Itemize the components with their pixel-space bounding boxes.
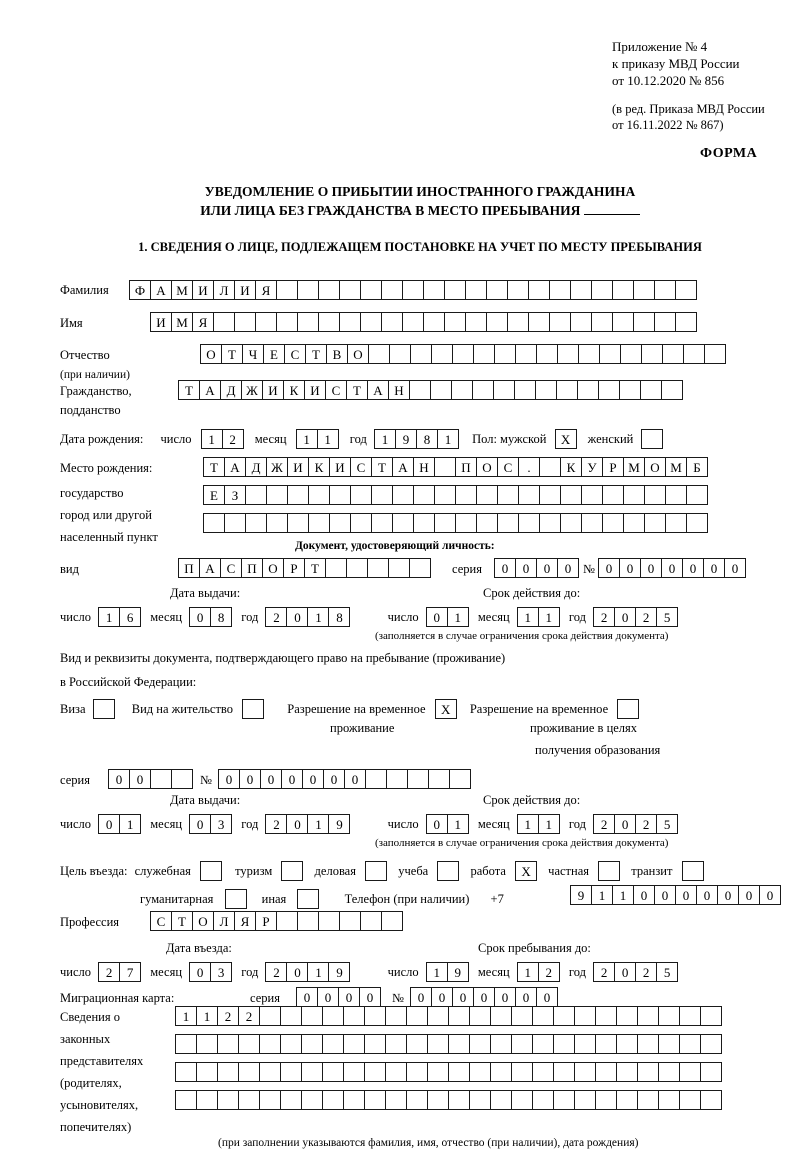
temp-residence-label: Разрешение на временное [287,701,426,716]
field-citizenship-label: Гражданство, [60,384,132,398]
issue-month-cells[interactable]: 0 8 [189,607,232,627]
stay-issue-heading: Дата выдачи: [170,793,241,807]
legal-reps-l2: законных [60,1032,111,1046]
stay-valid-heading: Срок действия до: [483,793,581,807]
sex-male-checkbox[interactable]: X [555,429,577,449]
stay-issue-month-cells[interactable]: 0 3 [189,814,232,834]
stay-series-label: серия [60,773,90,787]
valid-month-cells[interactable]: 1 1 [517,607,560,627]
purpose-option-1-label: туризм [235,863,273,878]
field-name-label: Имя [60,316,83,330]
entry-day-cells[interactable]: 2 7 [98,962,141,982]
id-doc-kind-label: вид [60,562,79,576]
stay-doc-line2: в Российской Федерации: [60,675,197,689]
stay-issue-day-label: число [60,816,92,831]
field-patronymic-cells[interactable]: О Т Ч Е С Т В О [200,344,725,364]
birthdate-month-label: месяц [254,431,287,446]
valid-day-label: число [387,609,419,624]
stay-issue-note: (заполняется в случае ограничения срока действия документа) [375,837,669,849]
field-patronymic-sublabel: (при наличии) [60,369,130,381]
stay-number-cells[interactable]: 0 0 0 0 0 0 0 [218,769,470,789]
field-birthplace-cells-row2[interactable]: Е З [203,485,707,505]
legal-reps-l4: (родителях, [60,1076,122,1090]
temp-residence-checkbox[interactable]: X [435,699,457,719]
header-line-5: от 16.11.2022 № 867) [612,118,724,132]
field-birthplace-sub1: государство [60,486,124,500]
stay-issue-month-label: месяц [150,816,183,831]
stay-issue-year-cells[interactable]: 2 0 1 9 [265,814,350,834]
visa-label: Виза [60,701,86,716]
purpose-option-0-checkbox[interactable] [200,861,222,881]
sex-female-label: женский [587,431,634,446]
purpose-option2-1-checkbox[interactable] [297,889,319,909]
stay-valid-day-label: число [387,816,419,831]
issue-month-label: месяц [150,609,183,624]
phone-label: Телефон (при наличии) [344,891,470,906]
birthdate-label: Дата рождения: [60,431,144,446]
header-line-4: (в ред. Приказа МВД России [612,102,765,116]
purpose-option-3-checkbox[interactable] [437,861,459,881]
stay-valid-day-cells[interactable]: 0 1 [426,814,469,834]
entry-year-label: год [241,964,259,979]
valid-month-label: месяц [477,609,510,624]
stayuntil-month-label: месяц [477,964,510,979]
stayuntil-month-cells[interactable]: 1 2 [517,962,560,982]
field-birthplace-cells-row3[interactable] [203,513,707,533]
field-birthplace-cells-row1[interactable]: Т А Д Ж И К И С Т А Н П О С . К У Р М О М Б [203,457,707,477]
phone-prefix: +7 [490,891,504,906]
purpose-option2-0-label: гуманитарная [140,891,214,906]
stay-until-heading: Срок пребывания до: [478,941,591,955]
field-birthplace-sub3: населенный пункт [60,530,158,544]
id-doc-number-cells[interactable]: 0 0 0 0 0 0 0 [598,558,745,578]
id-doc-number-label: № [583,562,595,576]
purpose-option-2-checkbox[interactable] [365,861,387,881]
page-title [140,182,700,220]
id-doc-kind-cells[interactable]: П А С П О Р Т [178,558,430,578]
birthdate-year-cells[interactable]: 1 9 8 1 [374,429,459,449]
stay-valid-month-cells[interactable]: 1 1 [517,814,560,834]
legal-reps-l6: попечителях) [60,1120,132,1134]
issue-year-cells[interactable]: 2 0 1 8 [265,607,350,627]
stay-issue-date-row [60,814,678,834]
stay-series-cells[interactable]: 0 0 [108,769,192,789]
birthdate-month-cells[interactable]: 1 1 [296,429,339,449]
field-citizenship-sublabel: подданство [60,403,121,417]
purpose-option-5-checkbox[interactable] [598,861,620,881]
valid-year-label: год [568,609,586,624]
profession-label: Профессия [60,915,120,929]
stay-doc-options-row [60,699,639,719]
stay-valid-month-label: месяц [477,816,510,831]
field-name-cells[interactable]: И М Я [150,312,696,332]
purpose-option-2-label: деловая [314,863,356,878]
sex-female-checkbox[interactable] [641,429,663,449]
residence-label: Вид на жительство [131,701,233,716]
entry-date-heading: Дата въезда: [166,941,232,955]
valid-year-cells[interactable]: 2 0 2 5 [593,607,678,627]
birthdate-day-label: число [160,431,192,446]
issue-date-row [60,607,678,627]
purpose-option-4-checkbox[interactable]: X [515,861,537,881]
purpose-option-3-label: учеба [398,863,429,878]
issue-day-label: число [60,609,92,624]
purpose-option-6-label: транзит [631,863,673,878]
stay-number-label: № [200,773,212,787]
purpose-option-4-label: работа [470,863,506,878]
entry-month-label: месяц [150,964,183,979]
purpose-option2-1-label: иная [261,891,287,906]
id-doc-series-cells[interactable]: 0 0 0 0 [494,558,578,578]
entry-month-cells[interactable]: 0 3 [189,962,232,982]
field-patronymic-label: Отчество [60,348,110,362]
birthdate-year-label: год [349,431,367,446]
stay-doc-line1: Вид и реквизиты документа, подтверждающего право на пребывание (проживание) [60,651,506,665]
phone-cells[interactable]: 9 1 1 0 0 0 0 0 0 0 [570,885,780,905]
migration-series-cells[interactable]: 0 0 0 0 [296,987,380,1007]
visa-checkbox[interactable] [93,699,115,719]
form-label: ФОРМА [700,146,758,161]
migration-series-label: серия [250,991,280,1005]
header-line-1: Приложение № 4 [612,39,708,54]
temp-residence-label-2: проживание [330,721,395,735]
entry-day-label: число [60,964,92,979]
legal-reps-cells-row1[interactable]: 1 1 2 2 [175,1006,721,1026]
residence-checkbox[interactable] [242,699,264,719]
legal-reps-l5: усыновителях, [60,1098,139,1112]
purpose-row [60,861,704,881]
purpose-label: Цель въезда: [60,863,128,878]
stay-issue-year-label: год [241,816,259,831]
purpose-option-1-checkbox[interactable] [281,861,303,881]
edu-residence-label-3: получения образования [535,743,661,757]
stay-valid-year-cells[interactable]: 2 0 2 5 [593,814,678,834]
entry-date-row [60,962,678,982]
stayuntil-day-cells[interactable]: 1 9 [426,962,469,982]
field-surname-cells[interactable]: Ф А М И Л И Я [129,280,696,300]
issue-date-heading: Дата выдачи: [170,586,241,600]
purpose-option2-0-checkbox[interactable] [225,889,247,909]
edu-residence-checkbox[interactable] [617,699,639,719]
title-line-1: УВЕДОМЛЕНИЕ О ПРИБЫТИИ ИНОСТРАННОГО ГРАЖДАНИНА [204,184,636,199]
stayuntil-day-label: число [387,964,419,979]
legal-reps-cells-row2[interactable] [175,1034,721,1054]
purpose-row-2 [140,889,504,909]
sex-male-label: Пол: мужской [472,431,547,446]
purpose-option-5-label: частная [548,863,589,878]
migration-number-cells[interactable]: 0 0 0 0 0 0 0 [410,987,557,1007]
legal-reps-l1: Сведения о [60,1010,120,1024]
header-line-2: к приказу МВД России [612,56,740,71]
field-birthplace-label: Место рождения: [60,461,153,475]
legal-reps-cells-row3[interactable] [175,1062,721,1082]
issue-year-label: год [241,609,259,624]
birthdate-day-cells[interactable]: 1 2 [201,429,244,449]
issue-valid-heading: Срок действия до: [483,586,581,600]
document-header [612,38,800,133]
migration-number-label: № [392,991,404,1005]
field-birthplace-sub2: город или другой [60,508,152,522]
profession-cells[interactable]: С Т О Л Я Р [150,911,402,931]
id-doc-heading: Документ, удостоверяющий личность: [295,540,495,552]
edu-residence-label: Разрешение на временное [469,701,609,716]
issue-date-note: (заполняется в случае ограничения срока действия документа) [375,630,669,642]
title-blank-line [584,214,640,215]
stay-issue-day-cells[interactable]: 0 1 [98,814,141,834]
stay-valid-year-label: год [568,816,586,831]
legal-reps-footer: (при заполнении указываются фамилия, имя, отчество (при наличии), дата рождения) [218,1137,639,1149]
stayuntil-year-label: год [568,964,586,979]
issue-day-cells[interactable]: 1 6 [98,607,141,627]
field-citizenship-cells[interactable]: Т А Д Ж И К И С Т А Н [178,380,682,400]
migration-card-label: Миграционная карта: [60,991,175,1005]
entry-year-cells[interactable]: 2 0 1 9 [265,962,350,982]
stayuntil-year-cells[interactable]: 2 0 2 5 [593,962,678,982]
legal-reps-l3: представителях [60,1054,144,1068]
field-birthdate-row [60,429,663,449]
id-doc-series-label: серия [452,562,482,576]
legal-reps-cells-row4[interactable] [175,1090,721,1110]
header-line-3: от 10.12.2020 № 856 [612,73,725,88]
purpose-option-6-checkbox[interactable] [682,861,704,881]
field-surname-label: Фамилия [60,283,109,297]
purpose-option-0-label: служебная [134,863,191,878]
section-1-heading: 1. СВЕДЕНИЯ О ЛИЦЕ, ПОДЛЕЖАЩЕМ ПОСТАНОВКЕ НА УЧЕТ ПО МЕСТУ ПРЕБЫВАНИЯ [138,240,702,254]
valid-day-cells[interactable]: 0 1 [426,607,469,627]
edu-residence-label-2: проживание в целях [530,721,638,735]
title-line-2: ИЛИ ЛИЦА БЕЗ ГРАЖДАНСТВА В МЕСТО ПРЕБЫВАНИЯ [200,203,581,218]
